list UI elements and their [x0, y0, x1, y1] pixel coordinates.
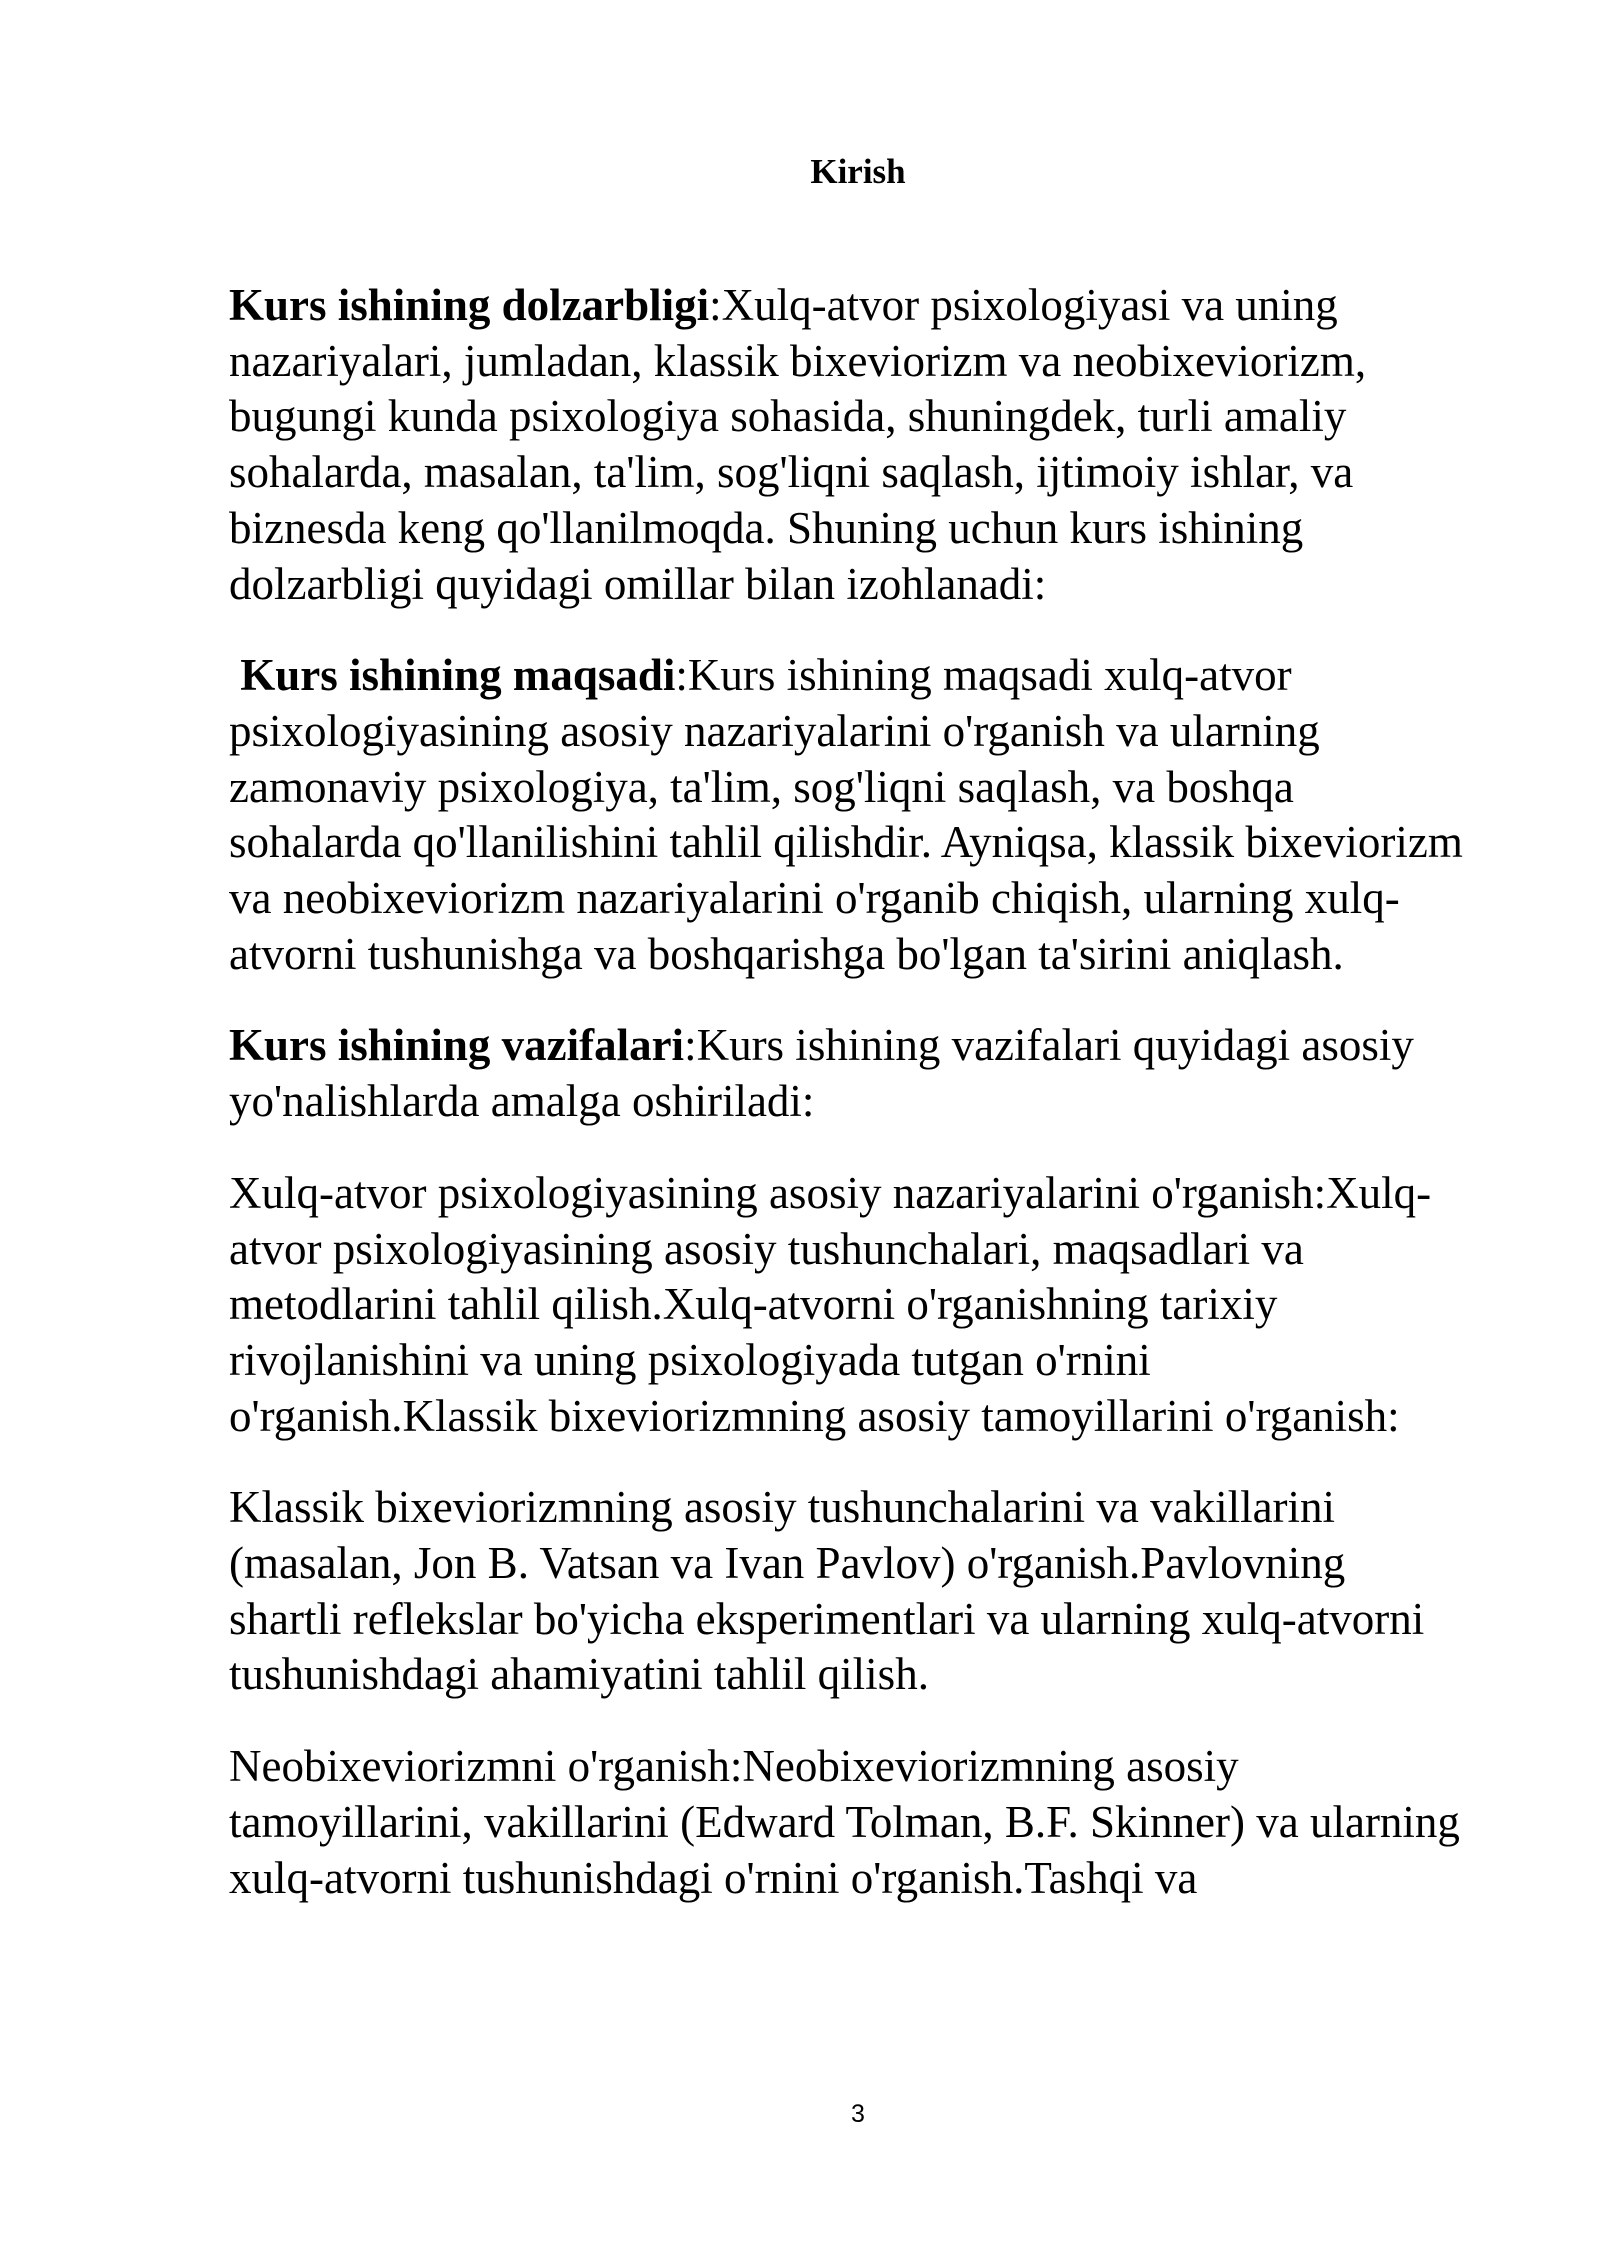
- paragraph-lead: Kurs ishining dolzarbligi: [229, 280, 710, 330]
- paragraph-text: :Kurs ishining maqsadi xulq-atvor psixologiyasining asosiy nazariyalarini o'rganish va ularning zamonaviy psixologiya, ta'lim, sog'liqni saqlash, va boshqa sohalarda qo'llanilishini tahlil qilishdir. Ayniqsa, klassik bixeviorizm va neobixeviorizm nazariyalarini o'rganib chiqish, ularning xulq-atvorni tushunishga va boshqarishga bo'lgan ta'sirini aniqlash.: [229, 650, 1463, 979]
- paragraph-lead: Kurs ishining vazifalari: [229, 1020, 685, 1071]
- paragraph-text: Neobixeviorizmni o'rganish:Neobixeviorizmning asosiy tamoyillarini, vakillarini (Edward Tolman, B.F. Skinner) va ularning xulq-atvorni tushunishdagi o'rnini o'rganish.Tashqi va: [229, 1741, 1460, 1903]
- page-number: 3: [851, 2100, 865, 2128]
- page-title: Kirish: [810, 152, 906, 191]
- paragraph-relevance: [229, 278, 1469, 612]
- paragraph-text: :Kurs ishining vazifalari quyidagi asosiy yo'nalishlarda amalga oshiriladi:: [229, 1020, 1414, 1127]
- paragraph-behavior-theories: [229, 1166, 1469, 1445]
- paragraph-text: Klassik bixeviorizmning asosiy tushunchalarini va vakillarini (masalan, Jon B. Vatsan va Ivan Pavlov) o'rganish.Pavlovning shartli reflekslar bo'yicha eksperimentlari va ularning xulq-atvorni tushunishdagi ahamiyatini tahlil qilish.: [229, 1482, 1425, 1700]
- paragraph-text: :Xulq-atvor psixologiyasi va uning nazariyalari, jumladan, klassik bixeviorizm va neobixeviorizm, bugungi kunda psixologiya sohasida, shuningdek, turli amaliy sohalarda, masalan, ta'lim, sog'liqni saqlash, ijtimoiy ishlar, va biznesda keng qo'llanilmoqda. Shuning uchun kurs ishining dolzarbligi quyidagi omillar bilan izohlanadi:: [229, 280, 1367, 609]
- paragraph-neobehaviorism: [229, 1739, 1469, 1906]
- paragraph-text: Xulq-atvor psixologiyasining asosiy nazariyalarini o'rganish:Xulq-atvor psixologiyasining asosiy tushunchalari, maqsadlari va metodlarini tahlil qilish.Xulq-atvorni o'rganishning tarixiy rivojlanishini va uning psixologiyada tutgan o'rnini o'rganish.Klassik bixeviorizmning asosiy tamoyillarini o'rganish:: [229, 1167, 1432, 1441]
- document-body: [229, 278, 1469, 1942]
- paragraph-tasks: [229, 1018, 1469, 1129]
- paragraph-lead: Kurs ishining maqsadi: [229, 650, 676, 701]
- paragraph-classic-behaviorism: [229, 1480, 1469, 1703]
- paragraph-goal: [229, 648, 1469, 982]
